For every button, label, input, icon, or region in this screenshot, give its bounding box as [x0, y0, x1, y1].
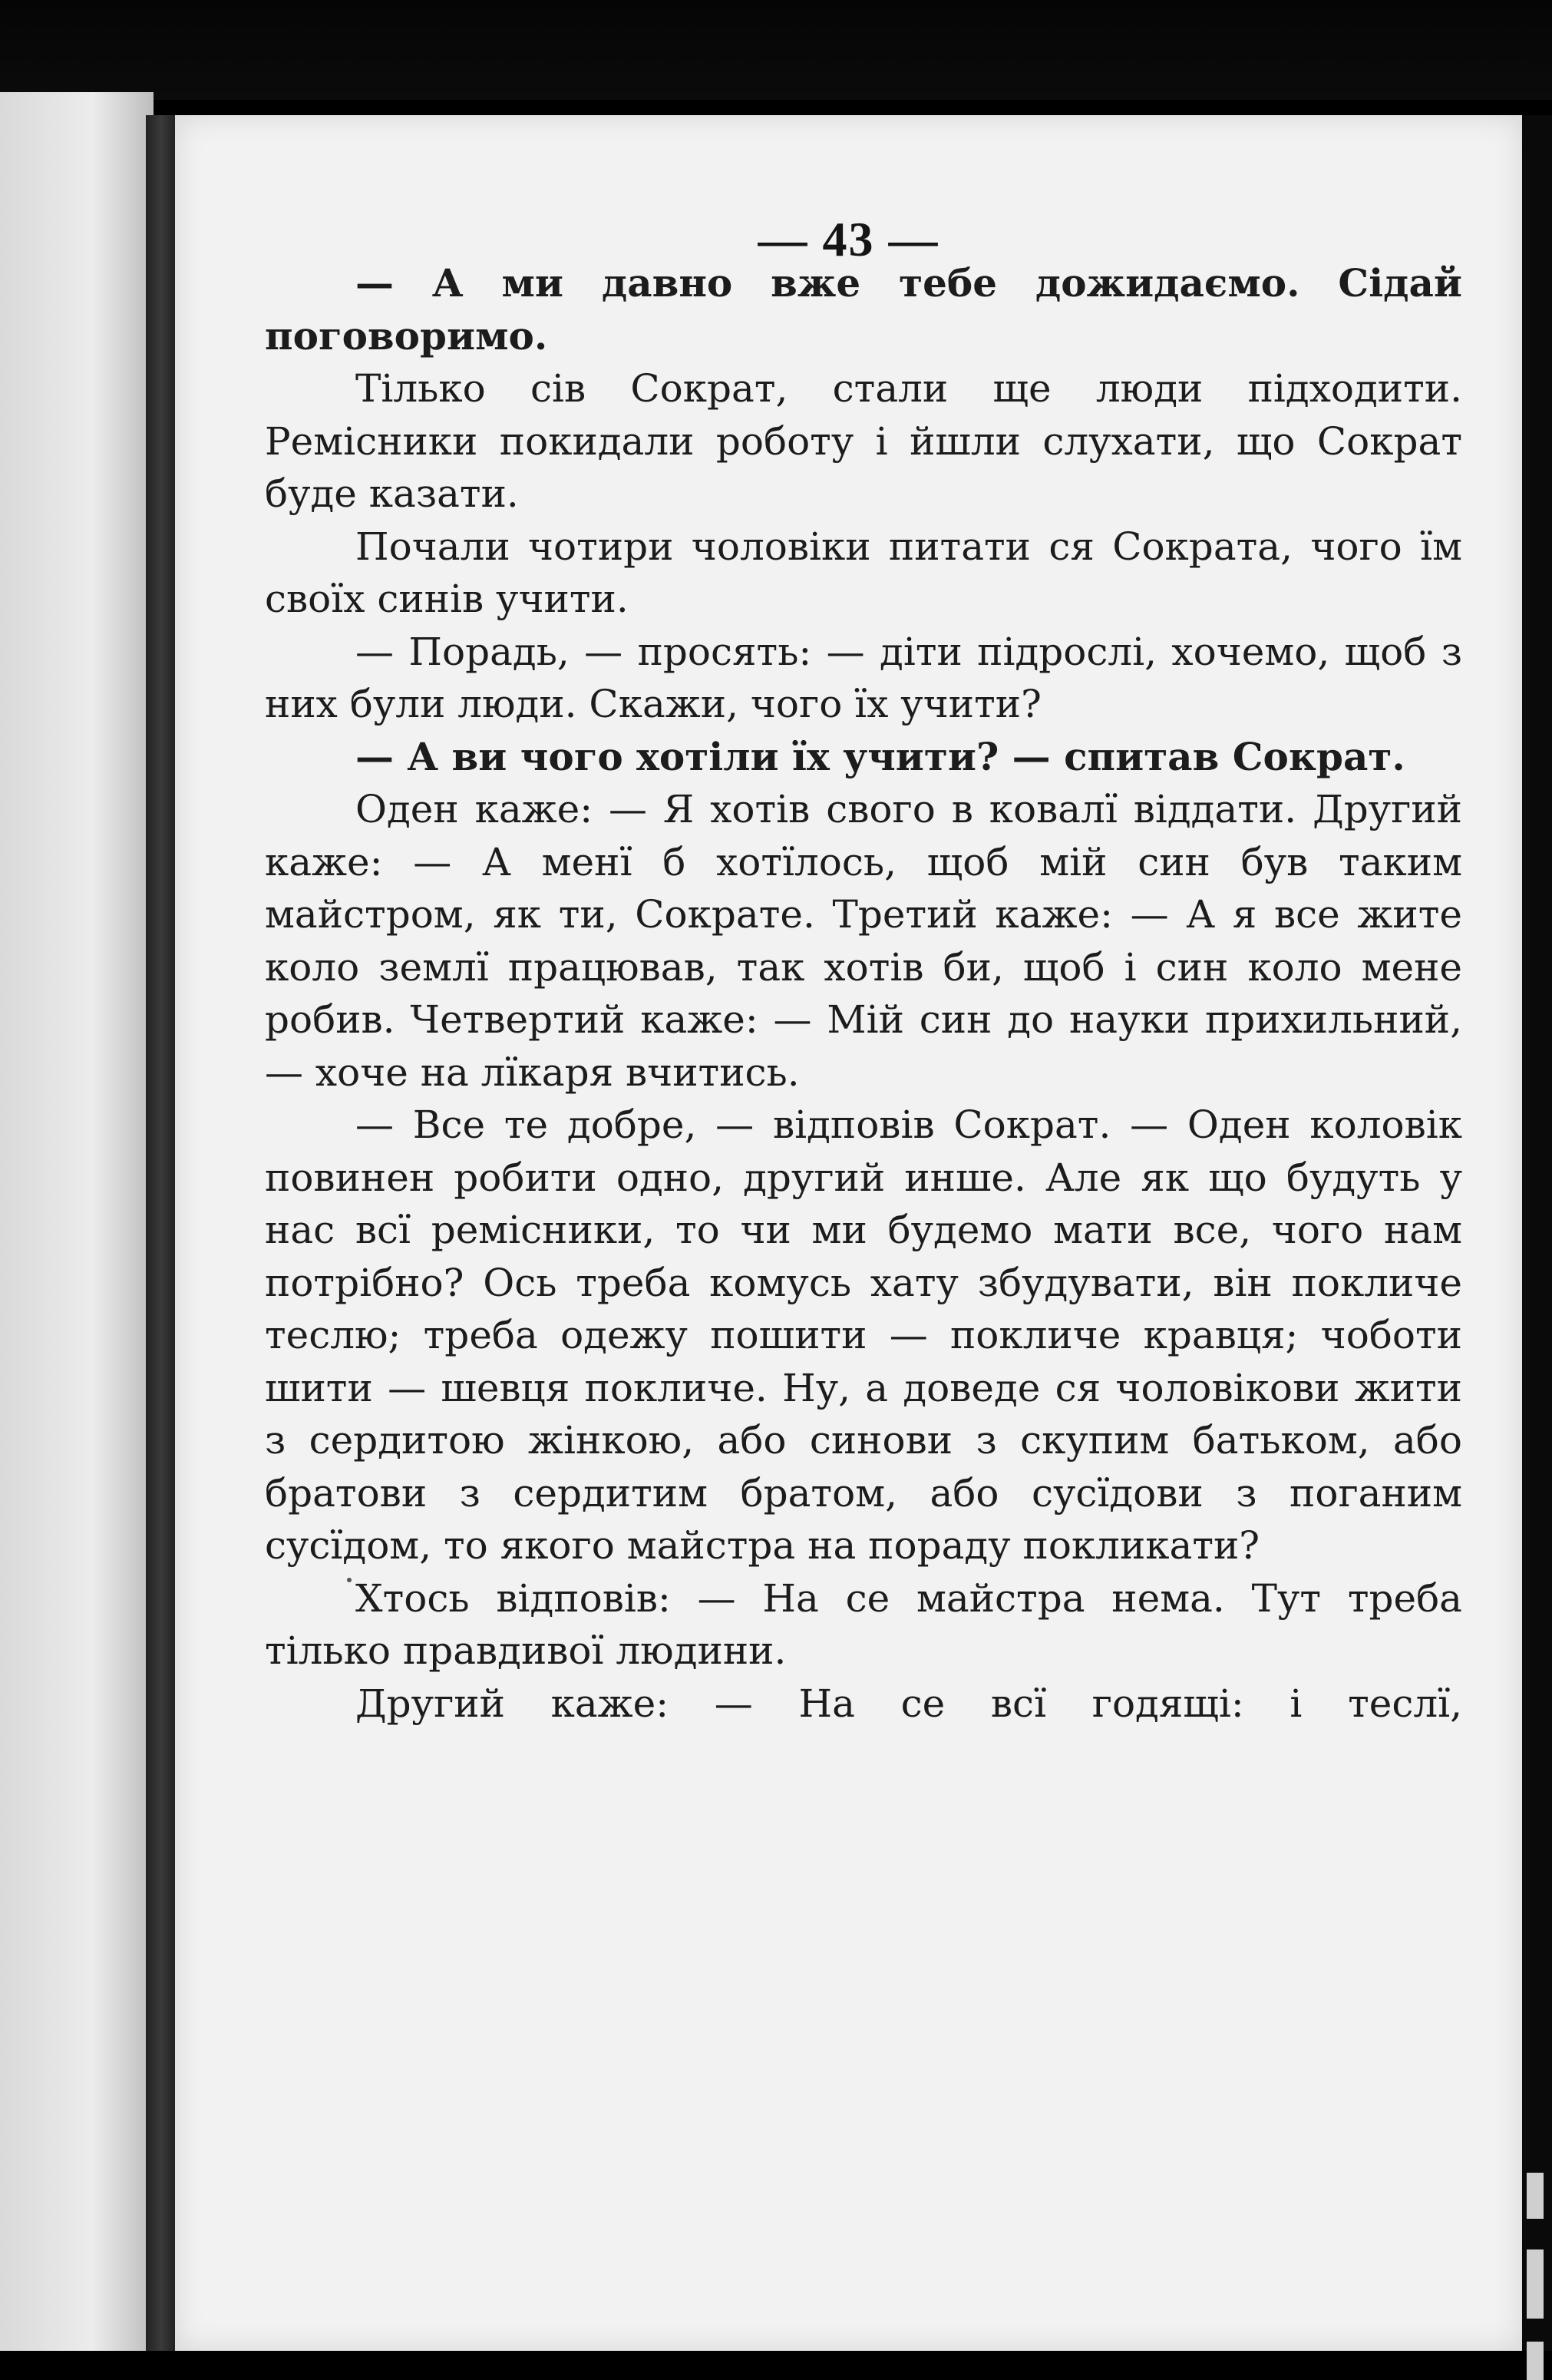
paragraph: Тілько сів Сократ, стали ще люди підходити. Ремісники покидали роботу і йшли слухати, що Сократ буде казати.: [265, 366, 1462, 516]
edge-mark: [1527, 2342, 1544, 2380]
edge-mark: [1527, 2249, 1544, 2319]
paragraph: Почали чотири чоловіки питати ся Сократа, чого їм своїх синів учити.: [265, 524, 1462, 621]
page-text: [265, 257, 1462, 1730]
facing-page-edge: [0, 92, 154, 2351]
paragraph: Оден каже: — Я хотів свого в ковалї віддати. Другий каже: — А менї б хотїлось, щоб мій син був таким майстром, як ти, Сократе. Третий каже: — А я все жите коло землї працював, так хотів би, щоб і син коло мене робив. Четвертий каже: — Мій син до науки прихильний, — хоче на лїкаря вчитись.: [265, 787, 1462, 1095]
scan-background-top: [0, 0, 1552, 100]
paragraph: Хтось відповів: — На се майстра нема. Тут треба тілько правдивої людини.: [265, 1575, 1462, 1673]
page-number: — 43 —: [758, 212, 939, 266]
paragraph: Другий каже: — На се всї годящі: і теслї,: [355, 1681, 1462, 1726]
paragraph: — Порадь, — просять: — діти підрослі, хочемо, щоб з них були люди. Скажи, чого їх учити?: [265, 629, 1462, 726]
edge-mark: [1527, 2173, 1544, 2219]
paragraph: — А ви чого хотіли їх учити? — спитав Сократ.: [355, 733, 1405, 779]
paragraph: — А ми давно вже тебе дожидаємо. Сідай поговоримо.: [265, 260, 1462, 359]
scan-right-edge: [1522, 115, 1552, 2351]
paragraph: — Все те добре, — відповів Сократ. — Оден коловік повинен робити одно, другий инше. Але як що будуть у нас всї ремісники, то чи ми будемо мати все, чого нам потрібно? Ось треба комусь хату збудувати, він покличе теслю; треба одежу пошити — покличе кравця; чоботи шити — шевця покличе. Ну, а доведе ся чоловікови жити з сердитою жінкою, або синови з скупим батьком, або братови з сердитим братом, або сусїдови з поганим сусїдом, то якого майстра на пораду покликати?: [265, 1102, 1462, 1568]
